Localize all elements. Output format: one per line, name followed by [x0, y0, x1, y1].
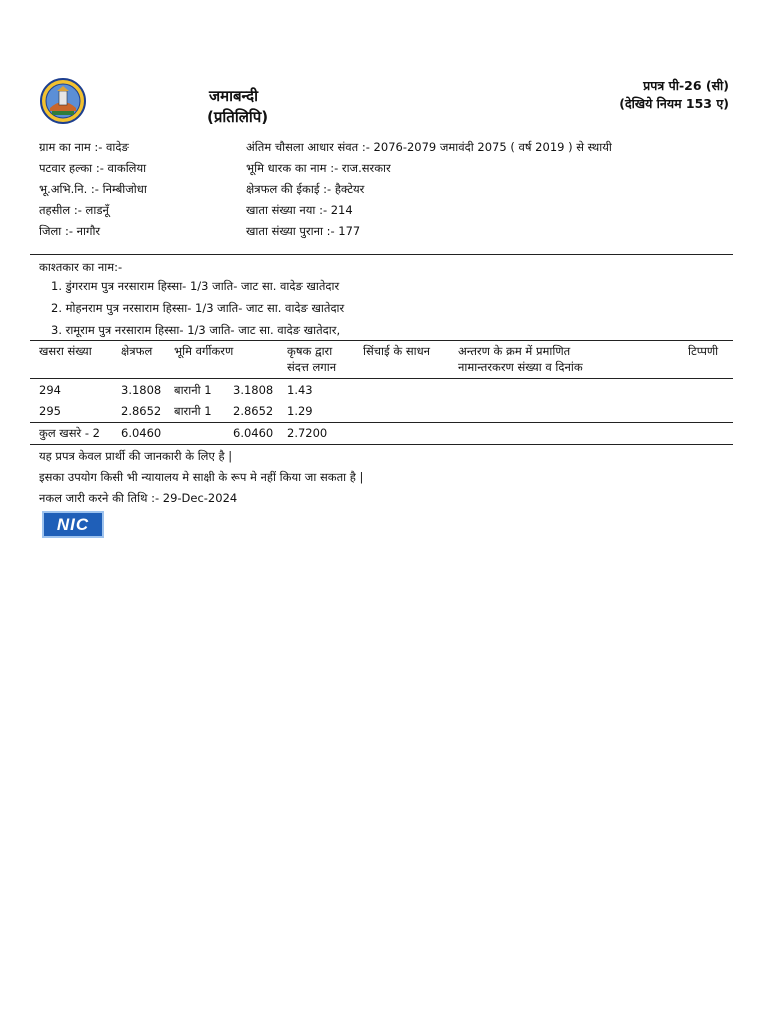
khata-number-old: खाता संख्या पुराना :- 177	[246, 224, 361, 238]
cell-area: 2.8652	[121, 404, 162, 418]
cell-land-class: बारानी 1	[174, 383, 212, 397]
land-holder-name: भूमि धारक का नाम :- राज.सरकार	[246, 161, 391, 175]
col-header-mutation-line2: नामान्तरकरण संख्या व दिनांक	[458, 360, 583, 374]
cultivator-item: 3. रामूराम पुत्र नरसाराम हिस्सा- 1/3 जाति- जाट सा. वादेङ खातेदार,	[51, 323, 341, 337]
col-header-mutation: अन्तरण के क्रम में प्रमाणित	[458, 344, 571, 358]
col-header-rent: कृषक द्वारा	[287, 344, 333, 358]
village-name: ग्राम का नाम :- वादेङ	[39, 140, 129, 154]
info-note: यह प्रपत्र केवल प्रार्थी की जानकारी के लिए है |	[39, 449, 233, 463]
cell-rent: 1.43	[287, 383, 313, 397]
table-header-rule	[30, 378, 733, 379]
total-rent: 2.7200	[287, 426, 328, 440]
cultivator-item: 2. मोहनराम पुत्र नरसाराम हिस्सा- 1/3 जाति- जाट सा. वादेङ खातेदार	[51, 301, 345, 315]
cell-area: 3.1808	[121, 383, 162, 397]
settlement-basis: अंतिम चौसला आधार संवत :- 2076-2079 जमावंदी 2075 ( वर्ष 2019 ) से स्थायी	[246, 140, 612, 154]
cultivator-item: 1. डुंगरराम पुत्र नरसाराम हिस्सा- 1/3 जाति- जाट सा. वादेङ खातेदार	[51, 279, 340, 293]
divider	[30, 254, 733, 255]
patwar-halka: पटवार हल्का :- वाकलिया	[39, 161, 147, 175]
cell-khasra: 294	[39, 383, 61, 397]
col-header-area: क्षेत्रफल	[121, 344, 153, 358]
total-label: कुल खसरे - 2	[39, 426, 100, 440]
table-total-rule	[30, 422, 733, 423]
nic-logo: NIC	[42, 511, 104, 538]
cell-khasra: 295	[39, 404, 61, 418]
issue-date: नकल जारी करने की तिथि :- 29-Dec-2024	[39, 491, 238, 505]
page-title: जमाबन्दी	[209, 87, 259, 105]
table-bottom-rule	[30, 444, 733, 445]
cell-rent: 1.29	[287, 404, 313, 418]
form-number: प्रपत्र पी-26 (सी)	[643, 78, 729, 93]
rule-reference: (देखिये नियम 153 ए)	[619, 96, 729, 111]
col-header-remarks: टिप्पणी	[688, 344, 719, 358]
col-header-irrigation: सिंचाई के साधन	[363, 344, 431, 358]
khata-number-new: खाता संख्या नया :- 214	[246, 203, 353, 217]
area-unit: क्षेत्रफल की ईकाई :- हैक्टेयर	[246, 182, 365, 196]
legal-disclaimer: इसका उपयोग किसी भी न्यायालय मे साक्षी के रूप मे नहीं किया जा सकता है |	[39, 470, 364, 484]
table-top-rule	[30, 340, 733, 341]
total-area: 6.0460	[121, 426, 162, 440]
tehsil: तहसील :- लाडनूँ	[39, 203, 109, 217]
col-header-land-class: भूमि वर्गीकरण	[174, 344, 234, 358]
col-header-khasra: खसरा संख्या	[39, 344, 92, 358]
cultivators-heading: काश्तकार का नाम:-	[39, 260, 123, 274]
cell-land-class: बारानी 1	[174, 404, 212, 418]
district: जिला :- नागौर	[39, 224, 101, 238]
page-subtitle: (प्रतिलिपि)	[207, 108, 269, 126]
land-record-inspector: भू.अभि.नि. :- निम्बीजोधा	[39, 182, 147, 196]
col-header-rent-line2: संदत्त लगान	[287, 360, 337, 374]
cell-class-area: 2.8652	[233, 404, 274, 418]
cell-class-area: 3.1808	[233, 383, 274, 397]
rajasthan-emblem-icon	[40, 78, 86, 124]
total-class-area: 6.0460	[233, 426, 274, 440]
